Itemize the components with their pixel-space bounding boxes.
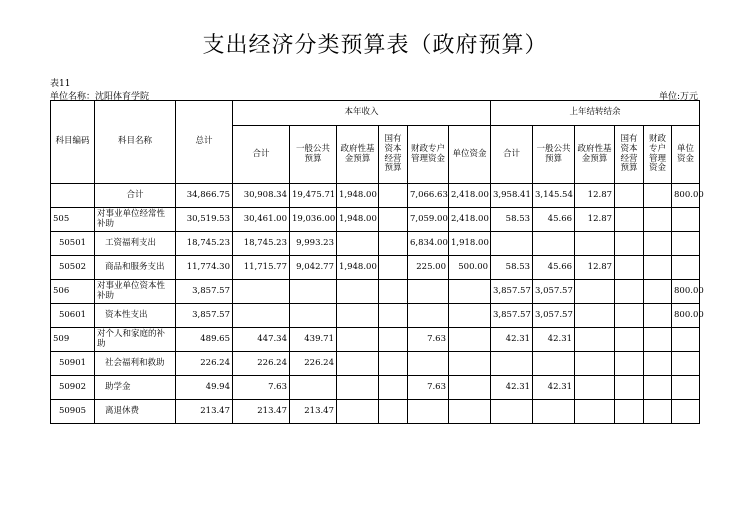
table-row [51, 376, 700, 400]
row-value: 2,418.00 [449, 208, 491, 232]
row-value: 7.63 [408, 328, 449, 352]
row-name: 商品和服务支出 [95, 256, 176, 280]
row-value: 3,057.57 [533, 280, 575, 304]
row-value: 225.00 [408, 256, 449, 280]
row-value [644, 232, 672, 256]
row-value: 7.63 [233, 376, 290, 400]
row-value: 800.00 [672, 280, 700, 304]
page-title: 支出经济分类预算表（政府预算） [202, 33, 548, 58]
row-code: 50501 [51, 232, 95, 256]
row-value: 11,774.30 [176, 256, 233, 280]
row-value: 489.65 [176, 328, 233, 352]
row-code: 506 [51, 280, 95, 304]
row-value [379, 184, 408, 208]
table-row [51, 256, 700, 280]
row-value [615, 376, 644, 400]
row-value: 213.47 [290, 400, 337, 424]
row-value: 45.66 [533, 208, 575, 232]
row-value: 7,066.63 [408, 184, 449, 208]
row-value: 3,857.57 [176, 304, 233, 328]
row-value [615, 208, 644, 232]
row-value: 18,745.23 [233, 232, 290, 256]
row-value [449, 400, 491, 424]
row-value [644, 376, 672, 400]
row-value [449, 280, 491, 304]
row-value [379, 208, 408, 232]
row-value: 30,908.34 [233, 184, 290, 208]
row-code: 50502 [51, 256, 95, 280]
header-sub: 一般公共预算 [290, 126, 337, 184]
row-value: 7,059.00 [408, 208, 449, 232]
row-value: 800.00 [672, 304, 700, 328]
row-value: 1,948.00 [337, 184, 379, 208]
row-value [337, 304, 379, 328]
row-value: 58.53 [491, 256, 533, 280]
table-row [51, 280, 700, 304]
row-value [615, 256, 644, 280]
row-value: 213.47 [233, 400, 290, 424]
row-value: 42.31 [491, 376, 533, 400]
row-value [644, 208, 672, 232]
row-value: 3,857.57 [491, 304, 533, 328]
row-code [51, 184, 95, 208]
row-value [644, 352, 672, 376]
row-value: 6,834.00 [408, 232, 449, 256]
row-value: 226.24 [176, 352, 233, 376]
row-value [337, 232, 379, 256]
header-sub: 单位资金 [449, 126, 491, 184]
table-row [51, 304, 700, 328]
row-value: 12.87 [575, 184, 615, 208]
row-value [575, 352, 615, 376]
header-prior-balance: 上年结转结余 [491, 101, 700, 126]
row-value [449, 304, 491, 328]
row-value [337, 280, 379, 304]
row-value [575, 232, 615, 256]
row-value [672, 376, 700, 400]
row-value [449, 352, 491, 376]
row-value [290, 304, 337, 328]
header-sub2: 国有资本经营预算 [615, 126, 644, 184]
row-code: 505 [51, 208, 95, 232]
row-value [379, 232, 408, 256]
row-value [533, 352, 575, 376]
row-value: 500.00 [449, 256, 491, 280]
row-name: 对事业单位资本性补助 [95, 280, 176, 304]
row-value: 3,145.54 [533, 184, 575, 208]
row-code: 509 [51, 328, 95, 352]
header-sub2: 政府性基金预算 [575, 126, 615, 184]
row-value: 800.00 [672, 184, 700, 208]
row-value [290, 280, 337, 304]
row-value [379, 328, 408, 352]
budget-table [50, 100, 704, 424]
row-value: 9,993.23 [290, 232, 337, 256]
row-value [379, 280, 408, 304]
row-name: 合计 [95, 184, 176, 208]
row-value: 12.87 [575, 256, 615, 280]
table-row [51, 328, 700, 352]
row-value: 12.87 [575, 208, 615, 232]
row-value [672, 400, 700, 424]
row-value: 11,715.77 [233, 256, 290, 280]
row-value [575, 376, 615, 400]
row-code: 50905 [51, 400, 95, 424]
row-value [533, 232, 575, 256]
row-name: 工资福利支出 [95, 232, 176, 256]
row-value: 30,461.00 [233, 208, 290, 232]
row-value [644, 304, 672, 328]
row-name: 社会福利和救助 [95, 352, 176, 376]
row-value [672, 256, 700, 280]
header-sub: 政府性基金预算 [337, 126, 379, 184]
row-value: 30,519.53 [176, 208, 233, 232]
row-code: 50901 [51, 352, 95, 376]
row-value [379, 400, 408, 424]
row-value [615, 328, 644, 352]
row-value [672, 352, 700, 376]
table-row [51, 232, 700, 256]
row-value [644, 256, 672, 280]
row-value [379, 376, 408, 400]
row-value [644, 400, 672, 424]
row-value [408, 304, 449, 328]
header-sub2: 一般公共预算 [533, 126, 575, 184]
row-value [337, 352, 379, 376]
table-number: 表11 [50, 79, 71, 89]
row-value: 3,857.57 [176, 280, 233, 304]
row-value: 1,918.00 [449, 232, 491, 256]
row-value [233, 304, 290, 328]
row-value: 9,042.77 [290, 256, 337, 280]
row-value [672, 208, 700, 232]
row-value: 439.71 [290, 328, 337, 352]
header-sub2: 财政专户管理资金 [644, 126, 672, 184]
row-value: 58.53 [491, 208, 533, 232]
row-value [672, 328, 700, 352]
row-value: 42.31 [491, 328, 533, 352]
row-value [408, 400, 449, 424]
row-value [491, 352, 533, 376]
row-value [644, 280, 672, 304]
row-value [644, 184, 672, 208]
row-value: 447.34 [233, 328, 290, 352]
row-value: 7.63 [408, 376, 449, 400]
table-row [51, 352, 700, 376]
row-value [491, 232, 533, 256]
row-value [615, 304, 644, 328]
header-sub2: 合计 [491, 126, 533, 184]
header-code: 科目编码 [51, 101, 95, 184]
row-value [672, 232, 700, 256]
row-value [449, 328, 491, 352]
row-value [533, 400, 575, 424]
row-value: 3,958.41 [491, 184, 533, 208]
row-value [644, 328, 672, 352]
row-value [408, 280, 449, 304]
row-value [615, 352, 644, 376]
row-value [491, 400, 533, 424]
row-name: 离退休费 [95, 400, 176, 424]
row-value: 213.47 [176, 400, 233, 424]
row-value: 1,948.00 [337, 256, 379, 280]
row-value: 226.24 [233, 352, 290, 376]
header-sub2: 单位资金 [672, 126, 700, 184]
header-total: 总计 [176, 101, 233, 184]
row-value [379, 304, 408, 328]
row-value [575, 400, 615, 424]
row-value: 18,745.23 [176, 232, 233, 256]
row-value [379, 256, 408, 280]
row-value: 42.31 [533, 376, 575, 400]
row-value [615, 280, 644, 304]
row-value [233, 280, 290, 304]
row-value: 49.94 [176, 376, 233, 400]
row-code: 50601 [51, 304, 95, 328]
row-value: 3,057.57 [533, 304, 575, 328]
row-value: 3,857.57 [491, 280, 533, 304]
row-value [575, 304, 615, 328]
row-value [575, 280, 615, 304]
unit-label: 单位:万元 [658, 92, 698, 102]
header-name: 科目名称 [95, 101, 176, 184]
row-value: 2,418.00 [449, 184, 491, 208]
table-row [51, 208, 700, 232]
row-value: 45.66 [533, 256, 575, 280]
row-value [615, 232, 644, 256]
row-value [575, 328, 615, 352]
header-sub: 合计 [233, 126, 290, 184]
row-name: 对个人和家庭的补助 [95, 328, 176, 352]
row-value [337, 328, 379, 352]
row-value [379, 352, 408, 376]
row-value: 1,948.00 [337, 208, 379, 232]
row-name: 助学金 [95, 376, 176, 400]
row-name: 对事业单位经常性补助 [95, 208, 176, 232]
header-sub: 财政专户管理资金 [408, 126, 449, 184]
row-value [449, 376, 491, 400]
row-value [337, 400, 379, 424]
header-sub: 国有资本经营预算 [379, 126, 408, 184]
row-value [615, 184, 644, 208]
row-value [408, 352, 449, 376]
row-value [337, 376, 379, 400]
header-current-income: 本年收入 [233, 101, 491, 126]
table-row [51, 184, 700, 208]
row-value: 34,866.75 [176, 184, 233, 208]
row-value: 19,475.71 [290, 184, 337, 208]
unit-name: 单位名称：沈阳体育学院 [50, 92, 150, 102]
row-value [615, 400, 644, 424]
row-code: 50902 [51, 376, 95, 400]
row-value: 19,036.00 [290, 208, 337, 232]
row-value [290, 376, 337, 400]
row-value: 42.31 [533, 328, 575, 352]
table-row [51, 400, 700, 424]
row-value: 226.24 [290, 352, 337, 376]
row-name: 资本性支出 [95, 304, 176, 328]
